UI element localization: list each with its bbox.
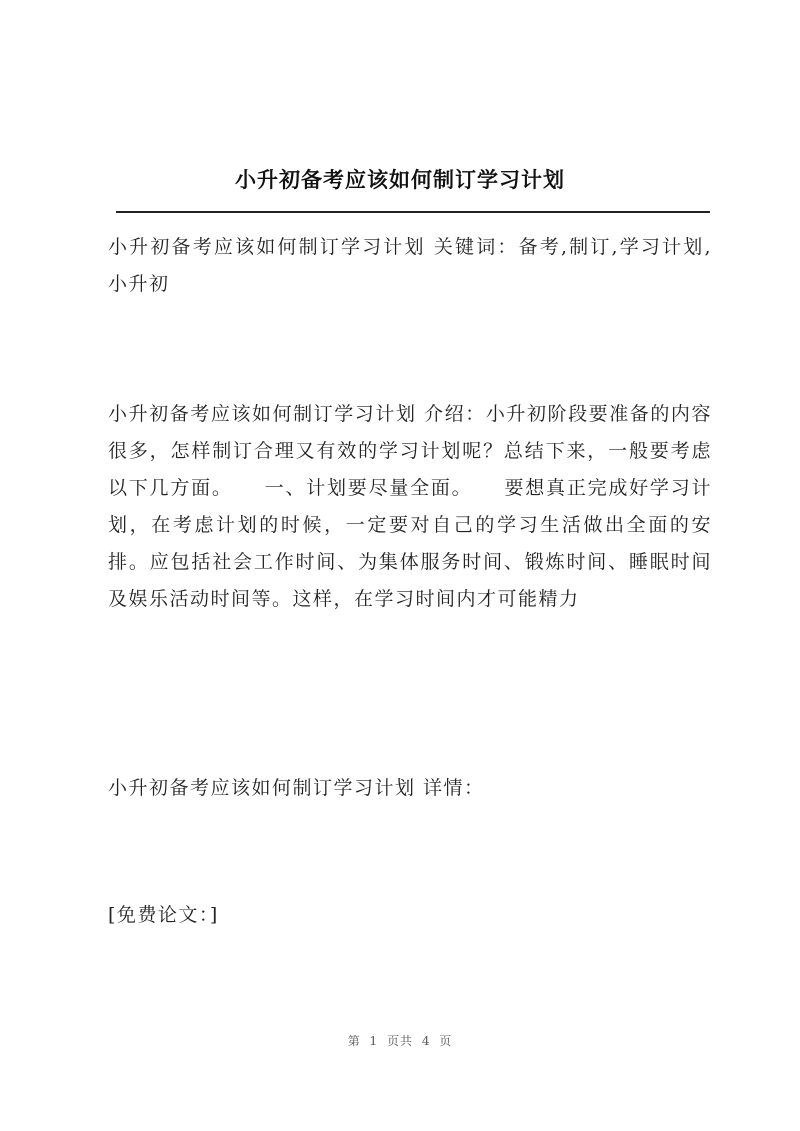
- document-title: 小升初备考应该如何制订学习计划: [235, 168, 565, 192]
- page-number: 第 1 页共 4 页: [347, 1034, 453, 1048]
- title-underline: [116, 211, 710, 213]
- free-paper-paragraph: [免费论文：]: [108, 904, 219, 926]
- intro-paragraph: 小升初备考应该如何制订学习计划 介绍：小升初阶段要准备的内容很多，怎样制订合理又有效的学习计划呢？总结下来，一般要考虑以下几方面。 一、计划要尽量全面。 要想真正完成好学习计划，在考虑计划的时候，一定要对自己的学习生活做出全面的安排。应包括社会工作时间、为集体服务时间、锻炼时间、睡眠时间及娱乐活动时间等。这样，在学习时间内才可能精力: [108, 403, 712, 610]
- keywords-paragraph: 小升初备考应该如何制订学习计划 关键词：备考,制订,学习计划,小升初: [108, 236, 712, 295]
- detail-paragraph: 小升初备考应该如何制订学习计划 详情：: [108, 777, 485, 799]
